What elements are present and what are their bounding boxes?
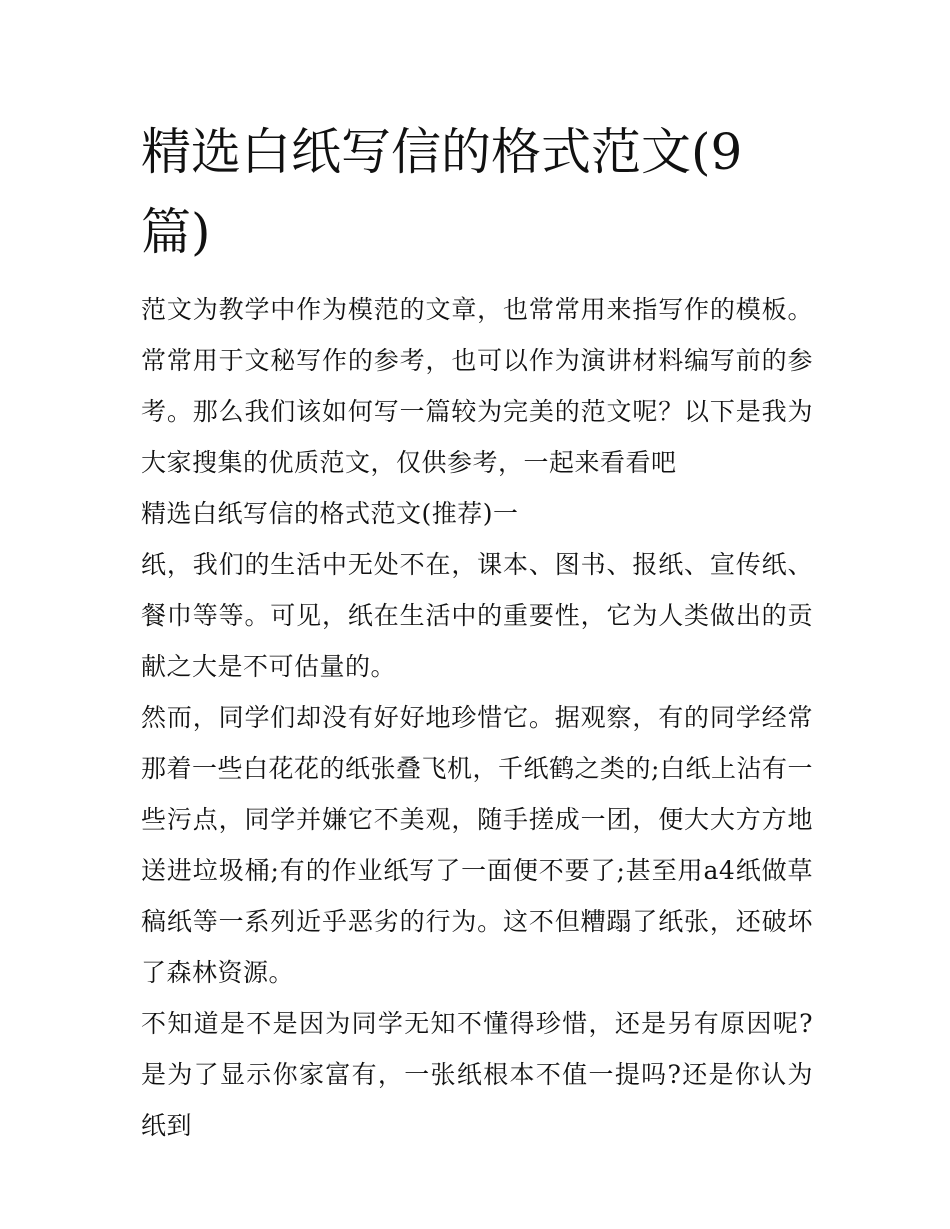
- document-title: 精选白纸写信的格式范文(9篇): [141, 123, 743, 261]
- document-body: [141, 112, 813, 1151]
- intro-paragraph: 范文为教学中作为模范的文章，也常常用来指写作的模板。常常用于文秘写作的参考，也可以作为演讲材料编写前的参考。那么我们该如何写一篇较为完美的范文呢？以下是我为大家搜集的优质范文，仅供参考，一起来看看吧: [141, 295, 813, 477]
- body-paragraph: 纸，我们的生活中无处不在，课本、图书、报纸、宣传纸、餐巾等等。可见，纸在生活中的重要性，它为人类做出的贡献之大是不可估量的。: [141, 550, 813, 681]
- body-paragraph: 不知道是不是因为同学无知不懂得珍惜，还是另有原因呢?是为了显示你家富有，一张纸根本不值一提吗?还是你认为纸到: [141, 1009, 813, 1140]
- section-heading: 精选白纸写信的格式范文(推荐)一: [141, 499, 519, 528]
- body-paragraph: 然而，同学们却没有好好地珍惜它。据观察，有的同学经常那着一些白花花的纸张叠飞机，千纸鹤之类的;白纸上沾有一些污点，同学并嫌它不美观，随手搓成一团，便大大方方地送进垃圾桶;有的作业纸写了一面便不要了;甚至用a4纸做草稿纸等一系列近乎恶劣的行为。这不但糟蹋了纸张，还破坏了森林资源。: [141, 703, 813, 987]
